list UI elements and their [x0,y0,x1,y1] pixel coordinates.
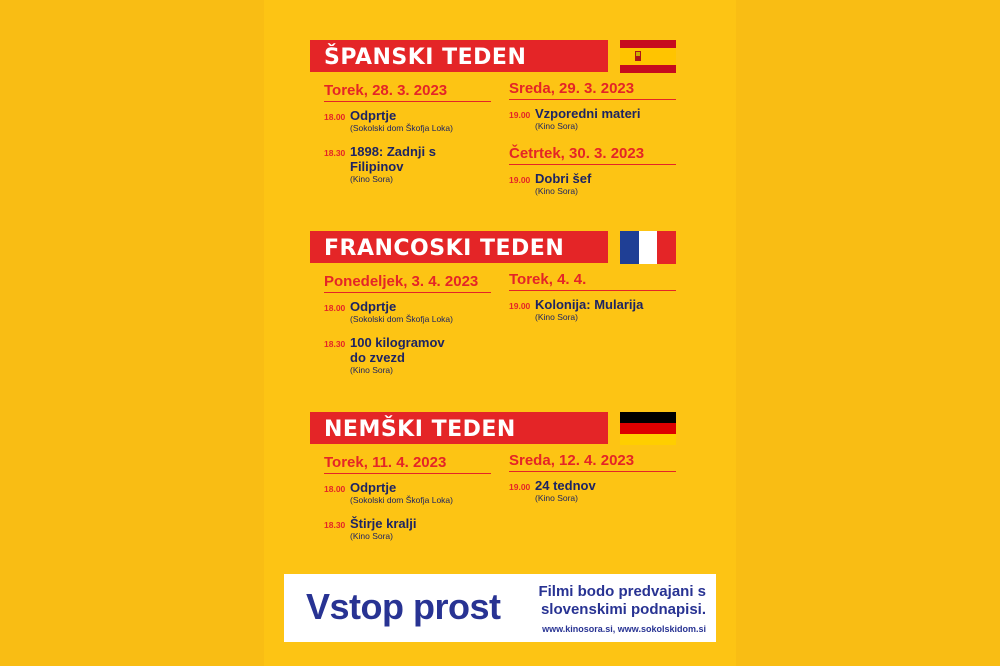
event-venue: (Sokolski dom Škofja Loka) [350,314,453,324]
section-banner [310,231,608,263]
event-item [509,171,676,197]
section-banner [310,40,608,72]
subtitles-note-line: Filmi bodo predvajani s [538,583,706,600]
event-item [324,516,491,542]
section-banner [310,412,608,444]
event-time: 19.00 [509,482,531,492]
website-links: www.kinosora.si, www.sokolskidom.si [542,624,706,634]
france-flag-icon [620,231,676,264]
footer-box [284,574,716,642]
event-title: Odprtje [350,108,397,123]
subtitles-note [538,583,706,619]
spain-flag-icon [620,40,676,73]
day-column [509,271,676,333]
event-time: 19.00 [509,110,531,120]
day-column [324,82,491,195]
subtitles-note-line: slovenskimi podnapisi. [540,601,706,618]
event-time: 18.30 [324,339,346,349]
day-column [324,454,491,552]
event-venue: (Kino Sora) [535,493,578,503]
event-venue: (Kino Sora) [350,365,393,375]
event-time: 18.00 [324,112,346,122]
event-item [509,478,676,504]
event-item [324,299,491,325]
event-item [509,106,676,132]
day-date: Torek, 4. 4. [509,271,676,291]
event-venue: (Sokolski dom Škofja Loka) [350,123,453,133]
event-title: Vzporedni materi [535,106,641,121]
event-venue: (Kino Sora) [535,121,578,131]
event-item [509,297,676,323]
event-time: 18.00 [324,484,346,494]
free-entry-heading: Vstop prost [306,586,501,627]
day-date: Torek, 11. 4. 2023 [324,454,491,474]
section-title: FRANCOSKI TEDEN [324,236,565,261]
day-column [509,452,676,514]
day-date: Sreda, 29. 3. 2023 [509,80,676,100]
day-date: Četrtek, 30. 3. 2023 [509,145,676,165]
event-title: Kolonija: Mularija [535,297,644,312]
event-time: 19.00 [509,175,531,185]
event-title: 1898: Zadnji s Filipinov [350,144,436,174]
event-item [324,144,491,185]
event-venue: (Kino Sora) [350,174,393,184]
event-title: 100 kilogramov do zvezd [350,335,445,365]
event-venue: (Kino Sora) [535,312,578,322]
event-item [324,335,450,376]
event-title: 24 tednov [535,478,596,493]
event-item [324,480,491,506]
day-date: Ponedeljek, 3. 4. 2023 [324,273,491,293]
event-title: Odprtje [350,299,397,314]
day-column [324,273,491,386]
event-time: 18.30 [324,520,346,530]
event-title: Odprtje [350,480,397,495]
day-date: Torek, 28. 3. 2023 [324,82,491,102]
section-title: ŠPANSKI TEDEN [324,45,527,70]
day-column [509,80,676,142]
event-venue: (Kino Sora) [535,186,578,196]
section-title: NEMŠKI TEDEN [324,417,516,442]
germany-flag-icon [620,412,676,445]
event-venue: (Sokolski dom Škofja Loka) [350,495,453,505]
event-title: Štirje kralji [350,516,417,531]
day-date: Sreda, 12. 4. 2023 [509,452,676,472]
event-time: 19.00 [509,301,531,311]
poster [264,0,736,666]
event-item [324,108,491,134]
day-column [509,145,676,207]
event-time: 18.30 [324,148,346,158]
event-title: Dobri šef [535,171,592,186]
event-venue: (Kino Sora) [350,531,393,541]
event-time: 18.00 [324,303,346,313]
